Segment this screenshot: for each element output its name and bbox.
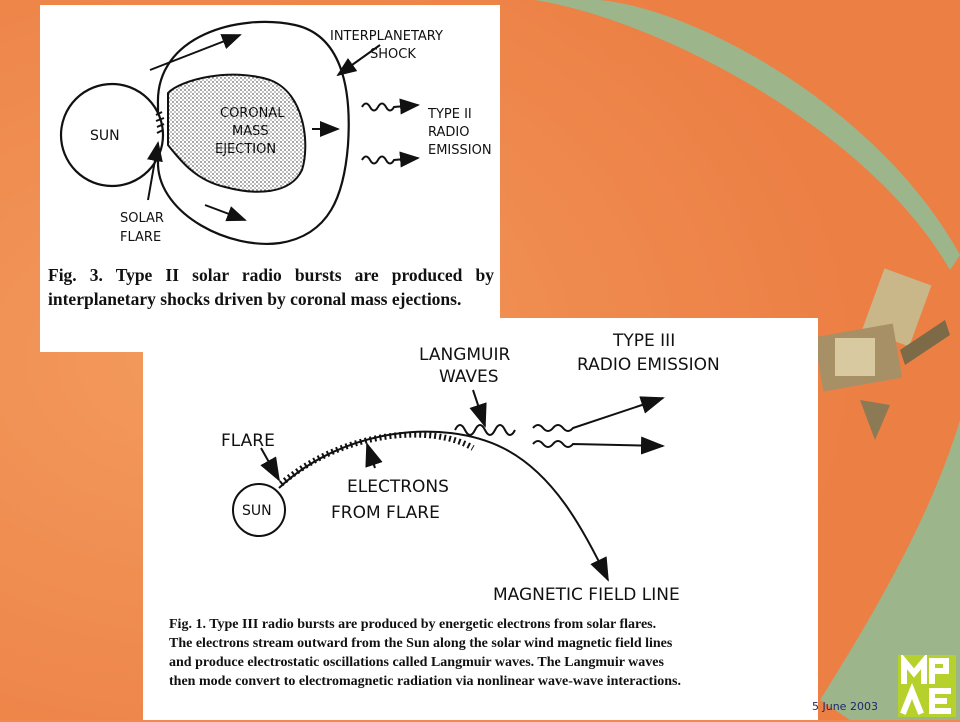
shock-label-1: INTERPLANETARY bbox=[330, 29, 443, 44]
arrow-electrons bbox=[367, 444, 375, 468]
radio-wave-2 bbox=[362, 157, 418, 164]
field-line-label: MAGNETIC FIELD LINE bbox=[493, 585, 680, 605]
electrons-label-1: ELECTRONS bbox=[347, 477, 449, 497]
electrons-label-2: FROM FLARE bbox=[331, 503, 440, 523]
flare-label: FLARE bbox=[221, 431, 275, 451]
radio-wave-1 bbox=[533, 398, 663, 431]
arrow-langmuir bbox=[473, 390, 485, 426]
caption-line: and produce electrostatic oscillations called Langmuir waves. The Langmuir waves bbox=[169, 655, 664, 670]
flare-label-1: SOLAR bbox=[120, 211, 164, 226]
caption-line: Fig. 1. Type III radio bursts are produced by energetic electrons from solar flares. bbox=[169, 617, 657, 632]
sun-label: SUN bbox=[242, 503, 272, 519]
radio-wave-1 bbox=[362, 104, 418, 111]
sun-label: SUN bbox=[90, 128, 120, 144]
figure-3-panel bbox=[40, 5, 500, 352]
type2-label-3: EMISSION bbox=[428, 143, 492, 158]
cme-label-1: CORONAL bbox=[220, 106, 285, 121]
type2-label-1: TYPE II bbox=[428, 107, 472, 122]
langmuir-label-2: WAVES bbox=[439, 367, 499, 387]
date-label: 5 June 2003 bbox=[812, 700, 878, 713]
figure-1-caption bbox=[169, 615, 799, 691]
caption-line: The electrons stream outward from the Sun along the solar wind magnetic field lines bbox=[169, 636, 673, 651]
radio-wave-2 bbox=[533, 441, 663, 447]
figure-1-diagram bbox=[143, 318, 818, 608]
langmuir-wave bbox=[455, 425, 515, 435]
type3-label-1: TYPE III bbox=[613, 331, 676, 351]
caption-line: then mode convert to electromagnetic radiation via nonlinear wave-wave interactions. bbox=[169, 674, 681, 689]
arrow-flare bbox=[261, 448, 279, 480]
type3-label-2: RADIO EMISSION bbox=[577, 355, 720, 375]
langmuir-label-1: LANGMUIR bbox=[419, 345, 511, 365]
figure-1-panel bbox=[143, 318, 818, 720]
mpae-logo bbox=[898, 655, 956, 717]
flare-label-2: FLARE bbox=[120, 230, 162, 245]
figure-3-caption: Fig. 3. Type II solar radio bursts are produced by interplanetary shocks driven by coronal mass ejections. bbox=[48, 265, 494, 309]
cme-label-2: MASS bbox=[232, 124, 269, 139]
arrow-se bbox=[205, 205, 245, 220]
figure-3-diagram bbox=[40, 5, 500, 265]
shock-label-2: SHOCK bbox=[370, 47, 416, 62]
mpae-logo-icon bbox=[898, 655, 956, 717]
cme-label-3: EJECTION bbox=[215, 142, 277, 157]
type2-label-2: RADIO bbox=[428, 125, 470, 140]
